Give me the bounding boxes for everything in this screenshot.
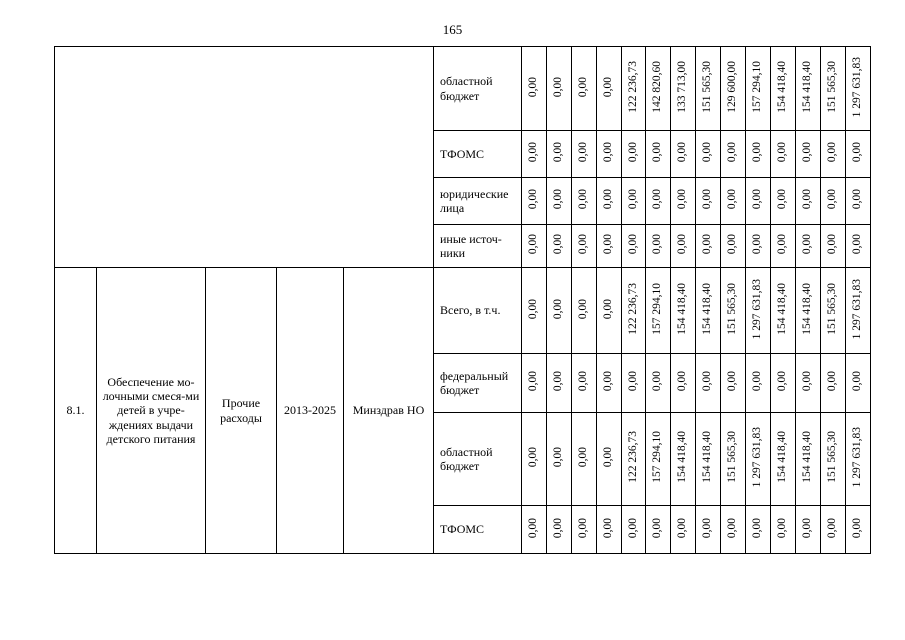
value-text: 0,00 [577,234,590,255]
value-text: 0,00 [776,517,789,538]
item-row-value-cell [696,506,721,554]
item-row-value-cell [622,354,646,413]
value-text: 0,00 [826,189,839,210]
continuation-row-value-cell [821,225,846,268]
value-text: 122 236,73 [626,431,639,484]
value-text: 0,00 [776,142,789,163]
continuation-row-value-cell [522,47,547,131]
item-row-value-cell [522,506,547,554]
value-text: 0,00 [676,189,689,210]
value-text: 0,00 [751,517,764,538]
value-text: 0,00 [651,189,664,210]
value-text: 0,00 [726,189,739,210]
continuation-row-value-cell [771,131,796,178]
continuation-row-value-cell [696,225,721,268]
continuation-row-value-cell [721,131,746,178]
value-text: 151 565,30 [701,60,714,113]
continuation-row-value-cell [846,47,871,131]
item-row-value-cell [821,413,846,506]
value-text: 0,00 [577,371,590,392]
item-row-value-cell [597,354,622,413]
item-row [55,268,871,354]
item-row-value-cell [547,268,572,354]
value-text: 0,00 [851,371,864,392]
item-row-value-cell [522,413,547,506]
value-text: 0,00 [701,189,714,210]
continuation-row-value-cell [721,47,746,131]
value-text: 0,00 [577,142,590,163]
value-text: 0,00 [801,371,814,392]
value-text: 133 713,00 [676,60,689,113]
value-text: 0,00 [726,142,739,163]
continuation-row-value-cell [821,47,846,131]
value-text: 0,00 [527,517,540,538]
value-text: 0,00 [602,234,615,255]
item-row-value-cell [622,268,646,354]
value-text: 0,00 [602,298,615,319]
item-row-value-cell [846,506,871,554]
continuation-row-value-cell [746,131,771,178]
item-row-value-cell [597,413,622,506]
item-row-value-cell [572,268,597,354]
continuation-row-value-cell [522,225,547,268]
value-text: 0,00 [651,142,664,163]
value-text: 0,00 [726,234,739,255]
item-row-source-label: Всего, в т.ч. [434,268,522,354]
value-text: 0,00 [676,371,689,392]
value-text: 0,00 [602,517,615,538]
item-row-value-cell [671,413,696,506]
value-text: 0,00 [676,142,689,163]
continuation-row-value-cell [547,47,572,131]
value-text: 154 418,40 [701,282,714,335]
item-row-value-cell [646,413,671,506]
value-text: 142 820,60 [651,60,664,113]
continuation-row-value-cell [796,225,821,268]
item-row-value-cell [696,354,721,413]
continuation-row-value-cell [522,131,547,178]
continuation-row-value-cell [597,47,622,131]
value-text: 0,00 [552,371,565,392]
item-row-value-cell [771,354,796,413]
item-row-value-cell [547,506,572,554]
continuation-row-value-cell [572,131,597,178]
item-row-value-cell [746,354,771,413]
value-text: 122 236,73 [626,60,639,113]
value-text: 0,00 [577,298,590,319]
item-row-value-cell [746,268,771,354]
value-text: 0,00 [826,234,839,255]
item-row-value-cell [522,268,547,354]
continuation-row-value-cell [821,178,846,225]
continuation-row-value-cell [671,47,696,131]
value-text: 151 565,30 [726,282,739,335]
value-text: 1 297 631,83 [851,427,864,488]
value-text: 0,00 [801,142,814,163]
value-text: 0,00 [801,189,814,210]
value-text: 0,00 [851,142,864,163]
value-text: 0,00 [801,234,814,255]
item-row-value-cell [646,268,671,354]
item-row-source-label: областной бюджет [434,413,522,506]
continuation-row-value-cell [622,225,646,268]
value-text: 157 294,10 [651,431,664,484]
continuation-row-value-cell [671,178,696,225]
continuation-row-value-cell [597,131,622,178]
value-text: 0,00 [552,234,565,255]
item-row-value-cell [547,354,572,413]
continuation-row-value-cell [696,47,721,131]
value-text: 154 418,40 [676,431,689,484]
value-text: 0,00 [577,189,590,210]
continuation-row-value-cell [771,178,796,225]
value-text: 0,00 [602,76,615,97]
item-row-value-cell [821,354,846,413]
item-row-value-cell [522,354,547,413]
item-row-value-cell [572,506,597,554]
item-row-value-cell [746,413,771,506]
value-text: 0,00 [527,189,540,210]
value-text: 154 418,40 [701,431,714,484]
continuation-row-source-label: областной бюджет [434,47,522,131]
continuation-row-value-cell [597,178,622,225]
value-text: 154 418,40 [776,60,789,113]
item-row-value-cell [572,413,597,506]
value-text: 0,00 [527,234,540,255]
item-row-value-cell [746,506,771,554]
item-row-value-cell [646,506,671,554]
value-text: 0,00 [851,517,864,538]
value-text: 0,00 [751,142,764,163]
item-row-value-cell [771,268,796,354]
continuation-row-value-cell [746,178,771,225]
continuation-row-value-cell [671,131,696,178]
continuation-row [55,47,871,131]
item-row-value-cell [696,268,721,354]
value-text: 0,00 [626,142,639,163]
value-text: 0,00 [751,189,764,210]
continuation-row-value-cell [646,47,671,131]
value-text: 0,00 [726,371,739,392]
item-row-value-cell [597,506,622,554]
value-text: 154 418,40 [776,282,789,335]
continuation-row-value-cell [622,131,646,178]
value-text: 1 297 631,83 [751,427,764,488]
value-text: 0,00 [826,142,839,163]
continuation-row-value-cell [846,178,871,225]
value-text: 0,00 [602,189,615,210]
value-text: 0,00 [577,517,590,538]
value-text: 154 418,40 [801,60,814,113]
item-row-value-cell [646,354,671,413]
item-row-value-cell [671,506,696,554]
item-row-value-cell [721,506,746,554]
continuation-row-value-cell [547,178,572,225]
continuation-row-value-cell [796,178,821,225]
item-executor: Минздрав НО [344,268,434,554]
continuation-row-value-cell [622,178,646,225]
value-text: 151 565,30 [726,431,739,484]
item-row-value-cell [796,506,821,554]
item-row-value-cell [846,354,871,413]
value-text: 1 297 631,83 [851,278,864,339]
value-text: 154 418,40 [676,282,689,335]
value-text: 151 565,30 [826,431,839,484]
item-row-value-cell [846,413,871,506]
value-text: 0,00 [527,298,540,319]
value-text: 0,00 [552,298,565,319]
value-text: 0,00 [552,142,565,163]
value-text: 154 418,40 [801,431,814,484]
continuation-row-value-cell [771,47,796,131]
item-row-value-cell [597,268,622,354]
item-row-value-cell [796,268,821,354]
value-text: 0,00 [676,517,689,538]
value-text: 0,00 [602,371,615,392]
budget-table [54,46,871,554]
item-row-value-cell [771,413,796,506]
value-text: 0,00 [527,371,540,392]
value-text: 0,00 [552,447,565,468]
continuation-row-value-cell [646,131,671,178]
value-text: 0,00 [651,371,664,392]
continuation-row-value-cell [696,178,721,225]
item-row-source-label: ТФОМС [434,506,522,554]
continuation-row-source-label: иные источ-ники [434,225,522,268]
value-text: 0,00 [552,517,565,538]
value-text: 0,00 [626,371,639,392]
value-text: 0,00 [851,189,864,210]
value-text: 0,00 [776,189,789,210]
continuation-row-value-cell [522,178,547,225]
item-row-value-cell [846,268,871,354]
value-text: 0,00 [626,189,639,210]
value-text: 0,00 [552,76,565,97]
continuation-row-value-cell [671,225,696,268]
value-text: 0,00 [826,517,839,538]
item-row-value-cell [622,506,646,554]
continuation-row-value-cell [846,131,871,178]
value-text: 151 565,30 [826,60,839,113]
item-number: 8.1. [55,268,97,554]
value-text: 0,00 [626,234,639,255]
value-text: 0,00 [701,142,714,163]
value-text: 0,00 [801,517,814,538]
item-row-value-cell [796,413,821,506]
value-text: 1 297 631,83 [751,278,764,339]
item-period: 2013-2025 [277,268,344,554]
value-text: 0,00 [776,234,789,255]
continuation-row-value-cell [646,178,671,225]
value-text: 0,00 [826,371,839,392]
value-text: 0,00 [626,517,639,538]
value-text: 129 600,00 [726,60,739,113]
continuation-row-source-label: юридические лица [434,178,522,225]
item-row-value-cell [721,268,746,354]
continuation-row-value-cell [646,225,671,268]
value-text: 1 297 631,83 [851,56,864,117]
value-text: 0,00 [651,234,664,255]
value-text: 151 565,30 [826,282,839,335]
continuation-row-value-cell [846,225,871,268]
item-row-value-cell [671,354,696,413]
item-row-value-cell [622,413,646,506]
continuation-row-value-cell [597,225,622,268]
continuation-row-value-cell [622,47,646,131]
value-text: 0,00 [602,447,615,468]
value-text: 0,00 [651,517,664,538]
value-text: 0,00 [527,447,540,468]
value-text: 0,00 [726,517,739,538]
item-row-value-cell [547,413,572,506]
merged-blank-cell [55,47,434,268]
value-text: 0,00 [751,371,764,392]
continuation-row-value-cell [572,47,597,131]
item-name: Обеспечение мо-лочными смеся-ми детей в учре-ждениях выдачи детского питания [97,268,206,554]
item-row-value-cell [721,354,746,413]
continuation-row-value-cell [547,131,572,178]
value-text: 0,00 [602,142,615,163]
item-row-value-cell [796,354,821,413]
value-text: 0,00 [701,371,714,392]
item-row-value-cell [821,506,846,554]
item-row-value-cell [572,354,597,413]
value-text: 154 418,40 [801,282,814,335]
continuation-row-value-cell [746,225,771,268]
continuation-row-value-cell [721,178,746,225]
continuation-row-value-cell [572,225,597,268]
continuation-row-value-cell [796,47,821,131]
value-text: 0,00 [552,189,565,210]
continuation-row-value-cell [547,225,572,268]
continuation-row-source-label: ТФОМС [434,131,522,178]
continuation-row-value-cell [746,47,771,131]
item-row-value-cell [721,413,746,506]
value-text: 0,00 [676,234,689,255]
value-text: 0,00 [527,142,540,163]
value-text: 0,00 [701,517,714,538]
item-row-value-cell [671,268,696,354]
continuation-row-value-cell [721,225,746,268]
item-row-value-cell [696,413,721,506]
value-text: 122 236,73 [626,282,639,335]
item-row-value-cell [821,268,846,354]
item-category: Прочие расходы [206,268,277,554]
value-text: 154 418,40 [776,431,789,484]
value-text: 157 294,10 [651,282,664,335]
value-text: 0,00 [577,447,590,468]
continuation-row-value-cell [796,131,821,178]
continuation-row-value-cell [771,225,796,268]
continuation-row-value-cell [572,178,597,225]
item-row-source-label: федеральный бюджет [434,354,522,413]
value-text: 0,00 [577,76,590,97]
value-text: 0,00 [527,76,540,97]
value-text: 0,00 [851,234,864,255]
continuation-row-value-cell [696,131,721,178]
value-text: 157 294,10 [751,60,764,113]
page-number: 165 [442,22,463,37]
value-text: 0,00 [751,234,764,255]
item-row-value-cell [771,506,796,554]
value-text: 0,00 [701,234,714,255]
continuation-row-value-cell [821,131,846,178]
value-text: 0,00 [776,371,789,392]
